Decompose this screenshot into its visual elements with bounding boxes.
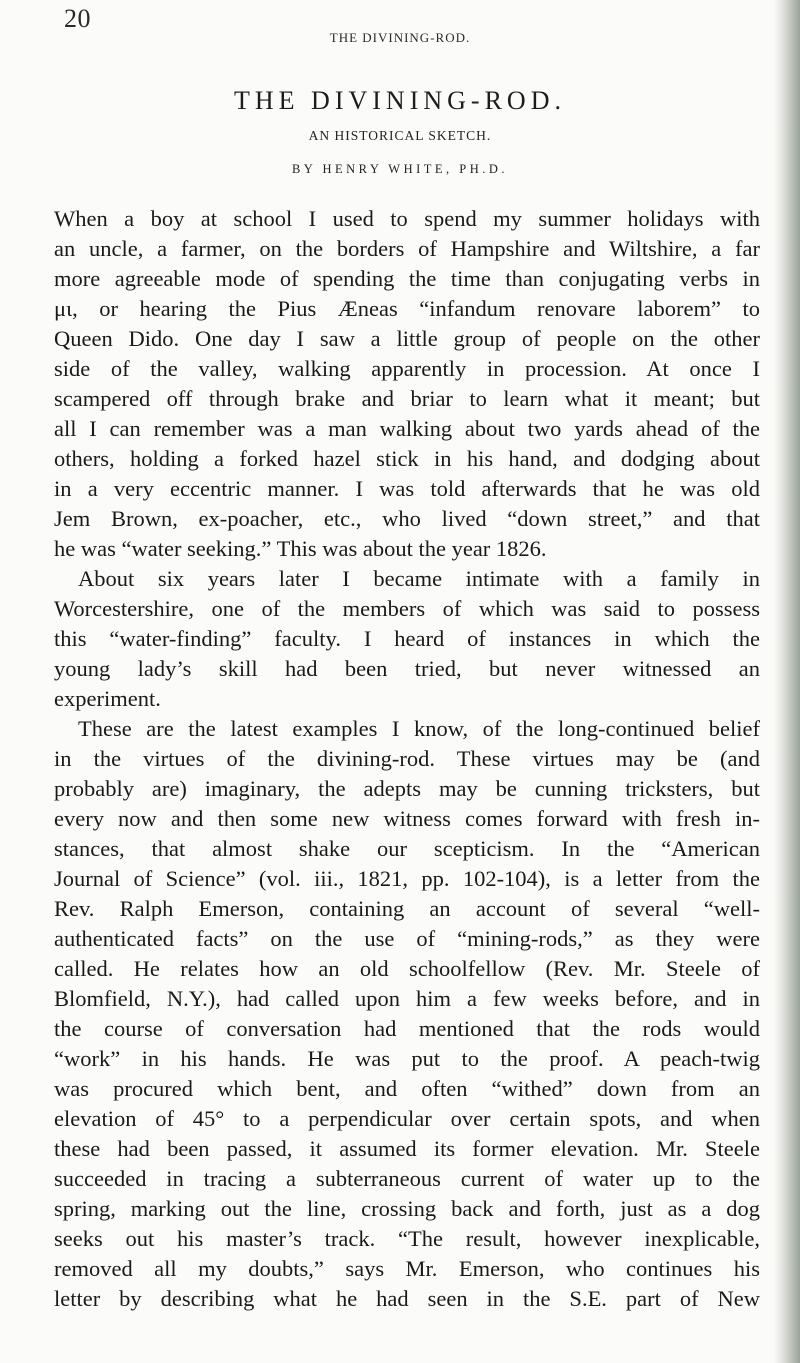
article-subtitle: AN HISTORICAL SKETCH. bbox=[308, 128, 492, 143]
text-line: others, holding a forked hazel stick in his hand, and dodging about bbox=[54, 446, 760, 471]
text-line: succeeded in tracing a subterraneous current of water up to the bbox=[54, 1166, 760, 1191]
text-line: young lady’s skill had been tried, but never witnessed an bbox=[54, 656, 760, 681]
text-line: side of the valley, walking apparently in procession. At once I bbox=[54, 356, 760, 381]
text-line: stances, that almost shake our scepticism. In the “American bbox=[54, 836, 760, 861]
text-line: this “water-finding” faculty. I heard of instances in which the bbox=[54, 626, 760, 651]
text-line: μι, or hearing the Pius Æneas “infandum renovare laborem” to bbox=[54, 296, 760, 321]
text-line: Worcestershire, one of the members of which was said to possess bbox=[54, 596, 760, 621]
text-line: Journal of Science” (vol. iii., 1821, pp. 102-104), is a letter from the bbox=[54, 866, 760, 891]
page-number: 20 bbox=[64, 4, 91, 33]
text-line: every now and then some new witness comes forward with fresh in- bbox=[54, 806, 760, 831]
text-line: an uncle, a farmer, on the borders of Hampshire and Wiltshire, a far bbox=[54, 236, 760, 261]
text-line: seeks out his master’s track. “The result, however inexplicable, bbox=[54, 1226, 760, 1251]
text-line: Jem Brown, ex-poacher, etc., who lived “down street,” and that bbox=[54, 506, 760, 531]
text-line: was procured which bent, and often “withed” down from an bbox=[54, 1076, 760, 1101]
text-line: Rev. Ralph Emerson, containing an account of several “well- bbox=[54, 896, 760, 921]
text-line: in a very eccentric manner. I was told afterwards that he was old bbox=[54, 476, 760, 501]
text-line: elevation of 45° to a perpendicular over certain spots, and when bbox=[54, 1106, 760, 1131]
text-line: he was “water seeking.” This was about the year 1826. bbox=[54, 536, 547, 561]
text-line: scampered off through brake and briar to learn what it meant; but bbox=[54, 386, 760, 411]
text-line: all I can remember was a man walking about two yards ahead of the bbox=[54, 416, 760, 441]
article-body bbox=[54, 204, 760, 1314]
text-line: removed all my doubts,” says Mr. Emerson, who continues his bbox=[54, 1256, 760, 1281]
text-line: “work” in his hands. He was put to the proof. A peach-twig bbox=[54, 1046, 760, 1071]
text-line: the course of conversation had mentioned that the rods would bbox=[54, 1016, 760, 1041]
text-line: Blomfield, N.Y.), had called upon him a few weeks before, and in bbox=[54, 986, 760, 1011]
text-line: authenticated facts” on the use of “mining-rods,” as they were bbox=[54, 926, 760, 951]
text-line: When a boy at school I used to spend my summer holidays with bbox=[54, 206, 760, 231]
text-line: more agreeable mode of spending the time than conjugating verbs in bbox=[54, 266, 760, 291]
text-line: letter by describing what he had seen in the S.E. part of New bbox=[54, 1286, 760, 1311]
article-title: THE DIVINING-ROD. bbox=[234, 86, 566, 115]
text-line: called. He relates how an old schoolfellow (Rev. Mr. Steele of bbox=[54, 956, 760, 981]
text-line: experiment. bbox=[54, 686, 161, 711]
text-line: probably are) imaginary, the adepts may be cunning tricksters, but bbox=[54, 776, 760, 801]
text-line: Queen Dido. One day I saw a little group of people on the other bbox=[54, 326, 760, 351]
text-line: About six years later I became intimate with a family in bbox=[78, 566, 760, 591]
page-edge-shadow bbox=[774, 0, 800, 1363]
running-head: THE DIVINING-ROD. bbox=[329, 30, 471, 45]
text-line: these had been passed, it assumed its former elevation. Mr. Steele bbox=[54, 1136, 760, 1161]
text-line: spring, marking out the line, crossing back and forth, just as a dog bbox=[54, 1196, 760, 1221]
text-line: These are the latest examples I know, of the long-continued belief bbox=[78, 716, 760, 741]
article-byline: BY HENRY WHITE, PH.D. bbox=[291, 162, 509, 176]
text-line: in the virtues of the divining-rod. These virtues may be (and bbox=[54, 746, 760, 771]
